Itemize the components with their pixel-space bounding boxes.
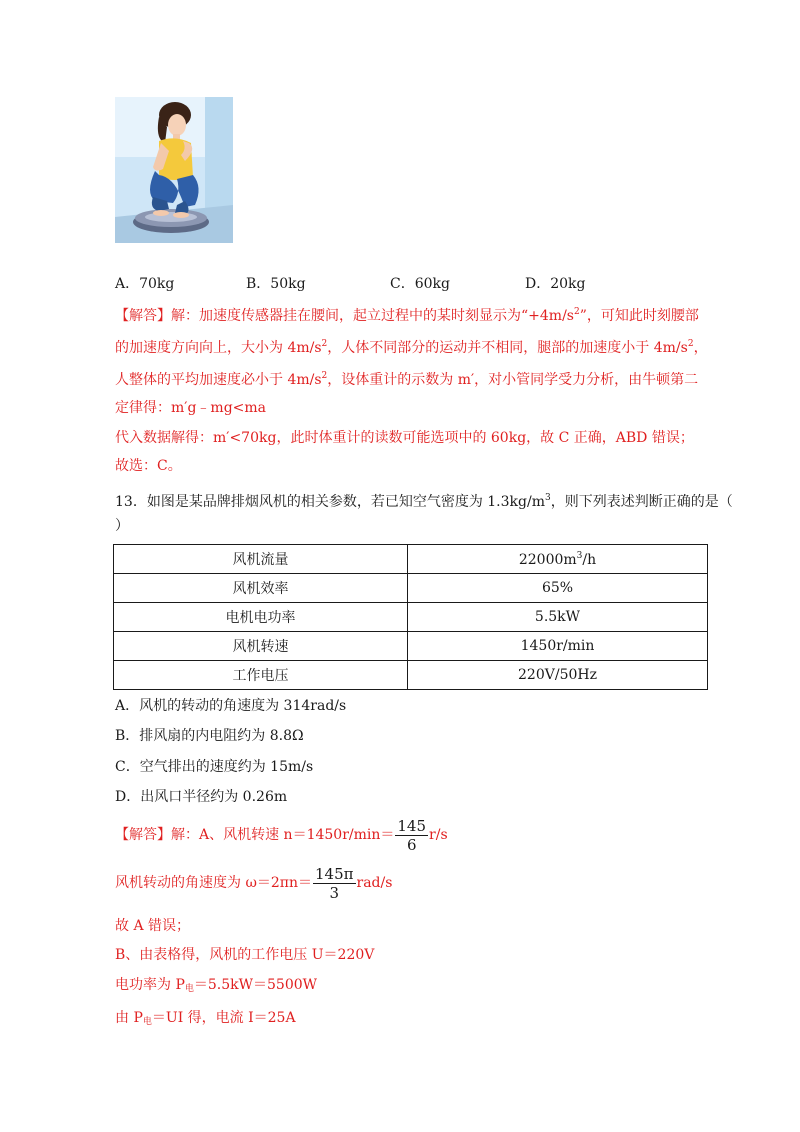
q12-option-b: B．50kg <box>246 276 306 292</box>
question13-stem-end: ） <box>115 518 129 534</box>
answer13-line4: B、由表格得，风机的工作电压 U＝220V <box>115 947 375 963</box>
answer13-line2: 风机转动的角速度为 ω＝2πn＝ $\frac{145\pi}{3}$ rad/s <box>115 864 393 902</box>
answer12-line2: 的加速度方向向上，大小为 $4m/s^2$，人体不同部分的运动并不相同，腿部的加速度小于 $4m/s^2$， <box>115 339 708 356</box>
woman-on-scale-illustration <box>115 97 233 243</box>
q12-option-d: D．20kg <box>525 276 586 292</box>
table-row <box>114 545 708 574</box>
fan-parameters-table <box>113 544 708 690</box>
table-cell-value: $22000m^3/h$ <box>408 545 708 574</box>
answer12-line4: 定律得：m′g﹣mg<ma <box>115 400 267 416</box>
table-cell-value: 65% <box>408 574 708 603</box>
table-row <box>114 574 708 603</box>
answer12-line5: 代入数据解得：m′<70kg，此时体重计的读数可能选项中的 60kg，故 C 正确，ABD 错误； <box>115 430 694 446</box>
table-cell-value: 5.5kW <box>408 603 708 632</box>
answer-tag: 【解答】 <box>115 308 171 324</box>
answer-tag: 【解答】 <box>115 827 171 843</box>
table-cell-label: 风机流量 <box>114 545 408 574</box>
answer12-line1: 【解答】解：加速度传感器挂在腰间，起立过程中的某时刻显示为“$+4m/s^2$”，可知此时刻腰部 <box>115 307 699 324</box>
table-cell-value: 220V/50Hz <box>408 661 708 690</box>
q12-option-c: C．60kg <box>390 276 450 292</box>
question13-stem: 13．如图是某品牌排烟风机的相关参数，若已知空气密度为 $1.3kg/m^3$，则下列表述判断正确的是（ <box>115 493 733 510</box>
fraction-145pi-over-3: $\frac{145\pi}{3}$ <box>315 864 354 902</box>
q13-option-c: C．空气排出的速度约为 15m/s <box>115 759 314 775</box>
table-row <box>114 661 708 690</box>
table-row <box>114 632 708 661</box>
table-cell-label: 风机转速 <box>114 632 408 661</box>
table-cell-label: 工作电压 <box>114 661 408 690</box>
table-cell-label: 电机电功率 <box>114 603 408 632</box>
answer13-line3: 故 A 错误； <box>115 918 191 934</box>
answer13-line1: 【解答】解：A、风机转速 n＝1450r/min＝ $\frac{145}{6}$ r/s <box>115 816 448 854</box>
table-row <box>114 603 708 632</box>
q13-option-a: A．风机的转动的角速度为 314rad/s <box>115 698 347 714</box>
q12-option-a: A．70kg <box>115 276 175 292</box>
answer12-line3: 人整体的平均加速度必小于 $4m/s^2$，设体重计的示数为 m′，对小管同学受力分析，由牛顿第二 <box>115 371 699 388</box>
q13-option-b: B．排风扇的内电阻约为 8.8Ω <box>115 728 304 744</box>
table-cell-value: 1450r/min <box>408 632 708 661</box>
q13-option-d: D．出风口半径约为 0.26m <box>115 789 288 805</box>
answer13-line6: 由 $P_电=UI$ 得，电流 I＝25A <box>115 1010 296 1027</box>
answer13-line5: 电功率为 $P_电=5.5kW=5500W$ <box>115 977 318 994</box>
fraction-145-over-6: $\frac{145}{6}$ <box>397 816 427 854</box>
table-cell-label: 风机效率 <box>114 574 408 603</box>
answer12-line6: 故选：C。 <box>115 458 182 474</box>
